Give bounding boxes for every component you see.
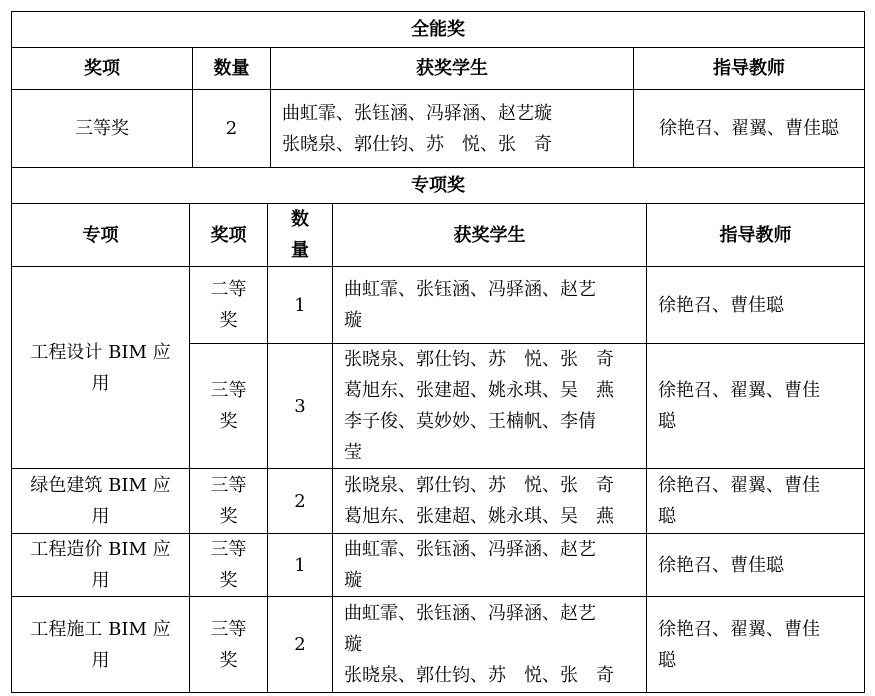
header-count: 数量 (193, 48, 271, 90)
award-level: 二等 奖 (190, 267, 268, 344)
teacher-names: 徐艳召、曹佳聪 (647, 267, 865, 344)
award-count: 2 (193, 90, 271, 168)
student-names: 曲虹霏、张钰涵、冯驿涵、赵艺 璇 (333, 267, 647, 344)
table-row (12, 469, 865, 534)
award-count: 2 (268, 597, 333, 693)
table-row (12, 534, 865, 597)
table-row (12, 267, 865, 344)
header-category: 专项 (12, 204, 190, 267)
teacher-names: 徐艳召、翟翼、曹佳 聪 (647, 469, 865, 534)
teacher-names: 徐艳召、翟翼、曹佳 聪 (647, 597, 865, 693)
all-round-award-table (11, 11, 865, 204)
header-award: 奖项 (12, 48, 193, 90)
category-cost: 工程造价 BIM 应 用 (12, 534, 190, 597)
header-teachers: 指导教师 (647, 204, 865, 267)
award-level: 三等 奖 (190, 534, 268, 597)
category-design: 工程设计 BIM 应 用 (12, 267, 190, 469)
teacher-names: 徐艳召、翟翼、曹佳聪 (634, 90, 865, 168)
student-names: 张晓泉、郭仕钧、苏 悦、张 奇 葛旭东、张建超、姚永琪、吴 燕 李子俊、莫妙妙、王楠帆、李倩 莹 (333, 344, 647, 469)
student-names: 曲虹霏、张钰涵、冯驿涵、赵艺 璇 (333, 534, 647, 597)
teacher-names: 徐艳召、翟翼、曹佳 聪 (647, 344, 865, 469)
student-names: 张晓泉、郭仕钧、苏 悦、张 奇 葛旭东、张建超、姚永琪、吴 燕 (333, 469, 647, 534)
award-count: 1 (268, 267, 333, 344)
header-students: 获奖学生 (271, 48, 634, 90)
award-document (11, 11, 864, 693)
category-green-building: 绿色建筑 BIM 应 用 (12, 469, 190, 534)
award-count: 2 (268, 469, 333, 534)
student-names: 曲虹霏、张钰涵、冯驿涵、赵艺 璇 张晓泉、郭仕钧、苏 悦、张 奇 (333, 597, 647, 693)
teacher-names: 徐艳召、曹佳聪 (647, 534, 865, 597)
category-construction: 工程施工 BIM 应 用 (12, 597, 190, 693)
award-level: 三等 奖 (190, 344, 268, 469)
award-level: 三等 奖 (190, 597, 268, 693)
special-award-table (11, 204, 865, 693)
award-count: 3 (268, 344, 333, 469)
header-count: 数 量 (268, 204, 333, 267)
header-teachers: 指导教师 (634, 48, 865, 90)
table-row (12, 90, 865, 168)
table-row (12, 597, 865, 693)
header-award: 奖项 (190, 204, 268, 267)
award-level: 三等 奖 (190, 469, 268, 534)
header-students: 获奖学生 (333, 204, 647, 267)
award-count: 1 (268, 534, 333, 597)
all-round-section-title: 全能奖 (12, 12, 865, 48)
special-section-title: 专项奖 (12, 168, 865, 204)
student-names: 曲虹霏、张钰涵、冯驿涵、赵艺璇 张晓泉、郭仕钧、苏 悦、张 奇 (271, 90, 634, 168)
award-level: 三等奖 (12, 90, 193, 168)
